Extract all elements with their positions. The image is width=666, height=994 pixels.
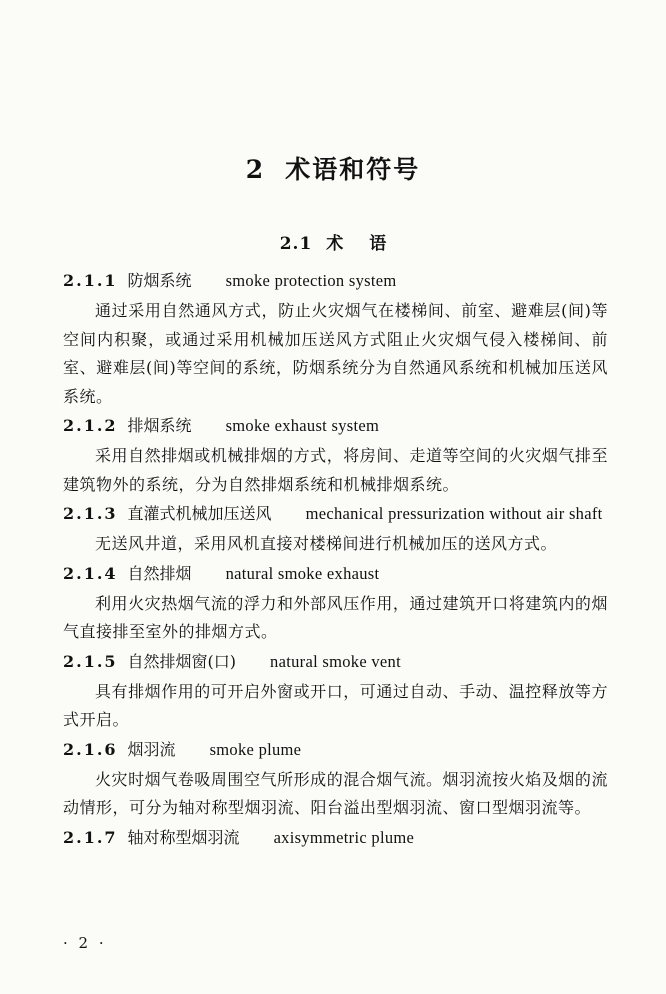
term-entry: [63, 737, 608, 763]
term-description: 无送风井道，采用风机直接对楼梯间进行机械加压的送风方式。: [95, 534, 558, 553]
page-number: · 2 ·: [63, 934, 107, 952]
term-chinese: 自然排烟窗(口): [127, 651, 237, 671]
term-english: axisymmetric plume: [273, 827, 415, 847]
term-chinese: 自然排烟: [127, 563, 192, 583]
term-english: smoke exhaust system: [225, 416, 380, 435]
term-description: 具有排烟作用的可开启外窗或开口，可通过自动、手动、温控释放等方式开启。: [63, 681, 608, 729]
term-number: 2.1.7: [63, 827, 118, 847]
term-number: 2.1.2: [63, 416, 118, 435]
term-english: mechanical pressurization without air shaft: [305, 504, 603, 523]
term-chinese: 排烟系统: [127, 416, 192, 435]
term-description: 利用火灾热烟气流的浮力和外部风压作用，通过建筑开口将建筑内的烟气直接排至室外的排烟方式。: [63, 593, 608, 641]
term-entry: [63, 649, 608, 675]
term-number: 2.1.6: [63, 739, 118, 759]
term-english: natural smoke vent: [270, 651, 401, 671]
chapter-title: 术语和符号: [285, 155, 421, 184]
chapter-number: 2: [245, 155, 266, 184]
term-number: 2.1.3: [63, 504, 118, 523]
term-entry: [63, 501, 608, 527]
term-chinese: 轴对称型烟羽流: [127, 827, 240, 847]
term-entry: [63, 413, 608, 439]
term-english: smoke protection system: [225, 271, 397, 290]
term-chinese: 防烟系统: [127, 271, 192, 290]
section-title-part1: 术: [326, 234, 344, 254]
term-number: 2.1.1: [63, 271, 118, 290]
term-entry: [63, 825, 608, 851]
term-number: 2.1.4: [63, 563, 118, 583]
term-entry: [63, 268, 608, 294]
term-number: 2.1.5: [63, 651, 118, 671]
term-english: smoke plume: [209, 739, 302, 759]
term-description: 采用自然排烟或机械排烟的方式，将房间、走道等空间的火灾烟气排至建筑物外的系统，分为自然排烟系统和机械排烟系统。: [63, 446, 608, 494]
chapter-heading: [0, 150, 666, 186]
section-heading: [0, 229, 666, 254]
terms-list: [63, 268, 608, 851]
section-title-part2: 语: [369, 234, 387, 254]
term-chinese: 直灌式机械加压送风: [127, 504, 272, 523]
term-description: 火灾时烟气卷吸周围空气所形成的混合烟气流。烟羽流按火焰及烟的流动情形，可分为轴对称型烟羽流、阳台溢出型烟羽流、窗口型烟羽流等。: [63, 769, 608, 817]
section-number: 2.1: [279, 234, 313, 254]
term-description: 通过采用自然通风方式，防止火灾烟气在楼梯间、前室、避难层(间)等空间内积聚，或通过采用机械加压送风方式阻止火灾烟气侵入楼梯间、前室、避难层(间)等空间的系统，防烟系统分为自然通风系统和机械加压送风系统。: [63, 301, 608, 406]
term-chinese: 烟羽流: [127, 739, 176, 759]
term-entry: [63, 561, 608, 587]
term-english: natural smoke exhaust: [225, 563, 380, 583]
